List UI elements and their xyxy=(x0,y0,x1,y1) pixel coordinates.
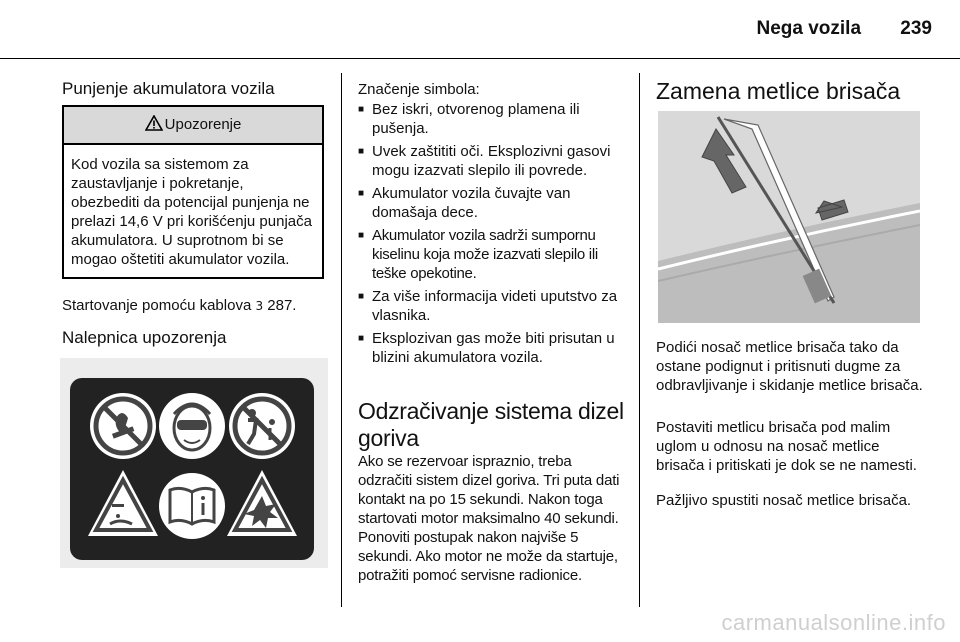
jump-start-text: Startovanje pomoću kablova xyxy=(62,297,252,314)
warning-header xyxy=(64,107,322,145)
wiper-step-1: Podići nosač metlice brisača tako da ostane podignut i pritisnuti dugme za odbravljivanje i skidanje metlice brisača. xyxy=(656,339,923,394)
list-item: ■ Akumulator vozila sadrži sumpornu kiselinu koja može izazvati slepilo ili teške opekotine. xyxy=(358,226,624,283)
watermark: carmanualsonline.info xyxy=(721,610,946,635)
page-number: 239 xyxy=(900,18,932,39)
diesel-bleeding-heading: Odzračivanje sistema dizel goriva xyxy=(358,398,624,451)
jump-start-page[interactable]: 287. xyxy=(267,297,297,314)
list-item: ■ Eksplozivan gas može biti prisutan u blizini akumulatora vozila. xyxy=(358,329,624,367)
eye-protection-icon xyxy=(159,393,225,459)
warning-box xyxy=(62,105,324,279)
list-item: ■ Za više informacija videti uputstvo za vlasnika. xyxy=(358,287,624,325)
list-item: ■ Akumulator vozila čuvajte van domašaja dece. xyxy=(358,184,624,222)
warning-text: Kod vozila sa sistemom za zaustavljanje i pokretanje, obezbediti da potencijal punjenja ne prelazi 14,6 V pri korišćenju punjača akumulatora. U suprotnom bi se mogao oštetiti akumulator vozila. xyxy=(71,156,312,268)
diesel-bleeding-text: Ako se rezervoar ispraznio, treba odzračiti sistem dizel goriva. Tri puta dati kontakt na po 15 sekundi. Nakon toga startovati motor maksimalno 40 sekundi. Ponoviti postupak nakon najviše 5 sekundi. Ako motor ne može da startuje, potražiti pomoć servisne radionice. xyxy=(358,453,620,584)
page-header xyxy=(756,18,932,40)
symbols-intro: Značenje simbola: xyxy=(358,81,480,98)
wiper-step-2: Postaviti metlicu brisača pod malim uglom u odnosu na nosač metlice brisača i pritiskati je dok se ne namesti. xyxy=(656,419,917,474)
warning-label-heading: Nalepnica upozorenja xyxy=(62,328,227,347)
wiper-blade-image xyxy=(658,111,920,323)
column-divider-2 xyxy=(639,73,640,607)
section-title: Nega vozila xyxy=(756,18,862,39)
keep-away-from-children-icon xyxy=(229,393,295,459)
symbols-list xyxy=(358,100,624,371)
warning-triangle-icon xyxy=(145,115,163,131)
wiper-step-3: Pažljivo spustiti nosač metlice brisača. xyxy=(656,492,912,509)
read-manual-icon xyxy=(159,473,225,539)
column-divider-1 xyxy=(341,73,342,607)
no-flame-icon xyxy=(90,393,156,459)
header-rule xyxy=(0,58,960,59)
warning-title: Upozorenje xyxy=(164,116,242,133)
battery-charging-heading: Punjenje akumulatora vozila xyxy=(62,79,275,98)
page-ref-arrow-icon: 3 xyxy=(255,299,264,313)
battery-warning-label-image xyxy=(60,358,328,568)
wiper-replacement-heading: Zamena metlice brisača xyxy=(656,78,901,104)
list-item: ■ Uvek zaštititi oči. Eksplozivni gasovi mogu izazvati slepilo ili povrede. xyxy=(358,142,624,180)
list-item: ■ Bez iskri, otvorenog plamena ili pušenja. xyxy=(358,100,624,138)
jump-start-reference xyxy=(62,296,332,316)
